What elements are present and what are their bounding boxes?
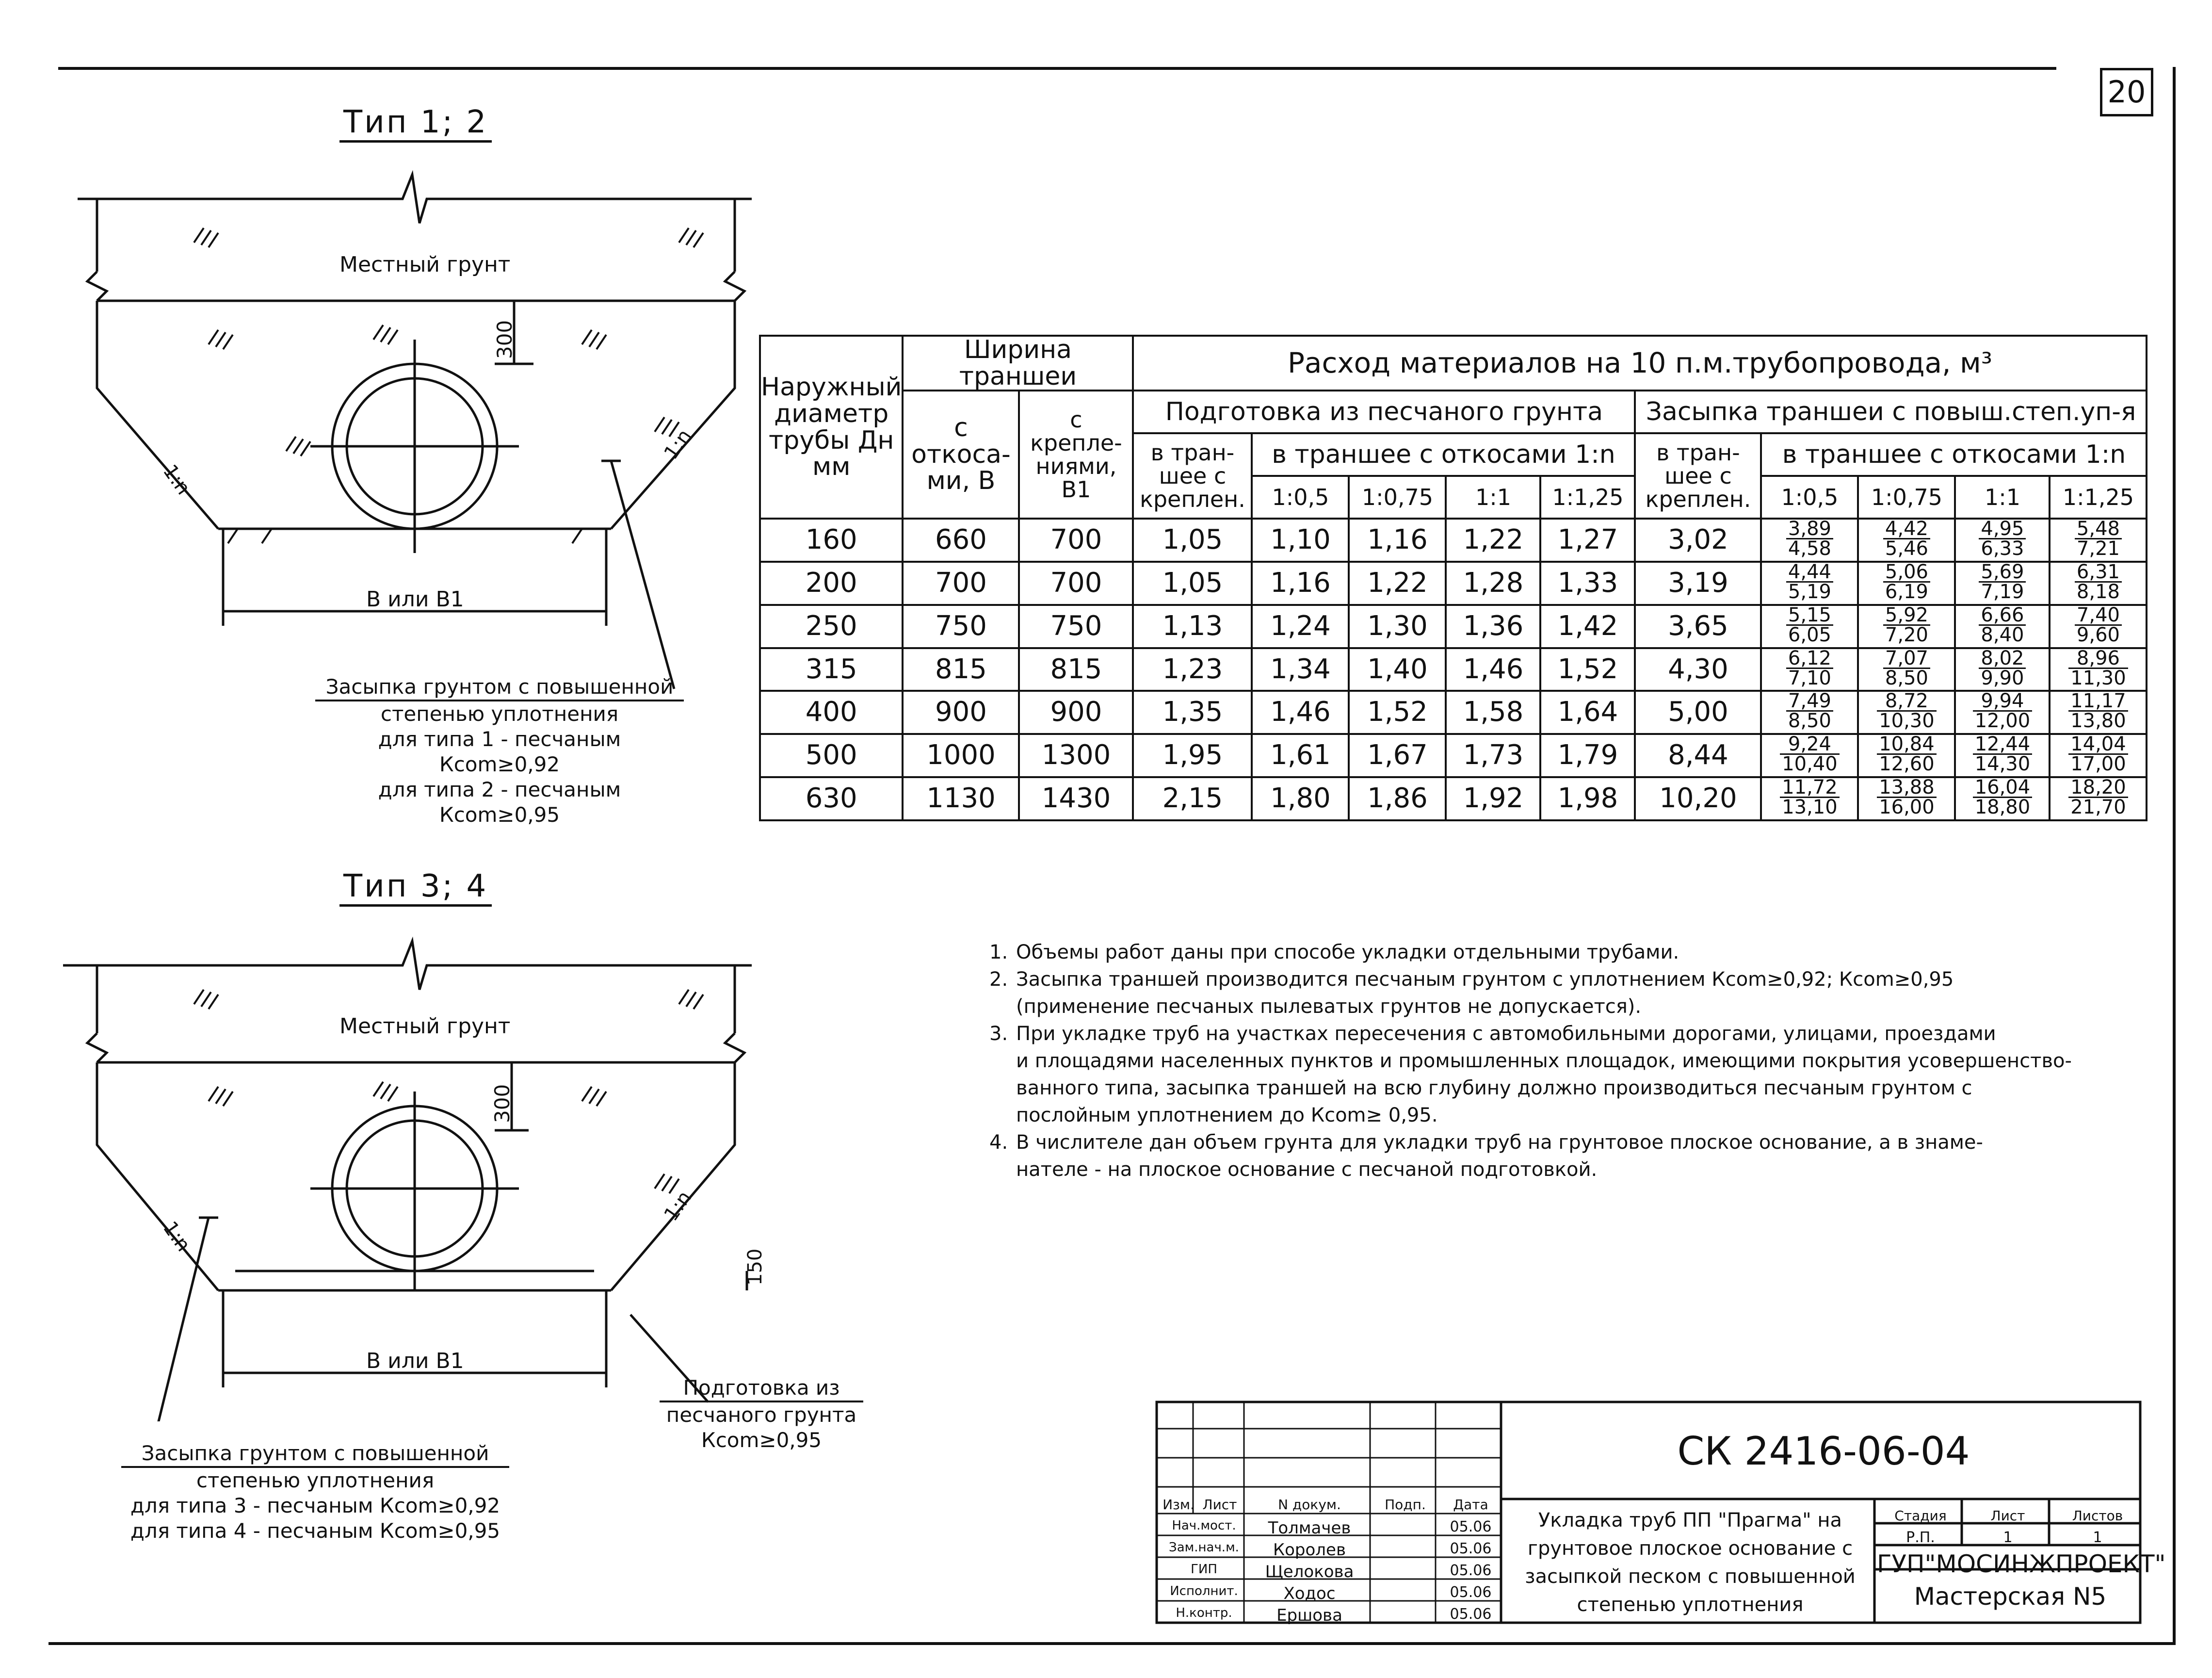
cell-width-slopes: 1000: [903, 734, 1019, 777]
cell-prep: 1,61: [1252, 734, 1349, 777]
notes: [989, 939, 2134, 1183]
slope-label-right-bottom: 1:n: [660, 1187, 696, 1225]
callout-prep-line-1: Подготовка из: [660, 1375, 863, 1402]
tb-code: СК 2416-06-04: [1677, 1429, 1970, 1474]
note-line: послойным уплотнением до Ксom≥ 0,95.: [1016, 1104, 1438, 1126]
tb-date: 05.06: [1450, 1584, 1492, 1601]
fraction-numerator: 3,89: [1786, 520, 1833, 539]
cell-prep: 1,46: [1446, 648, 1540, 691]
cell-prep: 1,95: [1133, 734, 1252, 777]
frame-right-line: [2173, 67, 2176, 1644]
callout-bottom: [121, 1441, 509, 1544]
callout-top-line-3: для типа 1 - песчаным Ксom≥0,92: [378, 727, 621, 776]
slope-col: 1:0,5: [1761, 476, 1858, 519]
cell-diameter: 250: [760, 605, 903, 648]
fraction-denominator: 7,20: [1885, 623, 1928, 646]
fraction-denominator: 9,90: [1981, 667, 2024, 689]
table-row: [760, 777, 2147, 820]
tb-col-date: Дата: [1453, 1497, 1488, 1513]
header-backfill-trench-slopes: в траншее с откосами 1:n: [1761, 433, 2147, 476]
callout-top: [315, 674, 684, 828]
cell-prep: 1,40: [1349, 648, 1446, 691]
tb-name: Щелокова: [1265, 1562, 1354, 1581]
cell-prep: 1,16: [1252, 562, 1349, 605]
fraction-numerator: 5,92: [1883, 606, 1930, 626]
cell-prep: 1,58: [1446, 691, 1540, 734]
width-label: В или В1: [366, 587, 464, 612]
fraction-denominator: 9,60: [2076, 623, 2120, 646]
cell-prep: 1,36: [1446, 605, 1540, 648]
callout-prep-line-3: Ксom≥0,95: [701, 1428, 822, 1452]
tb-col-list: Лист: [1202, 1497, 1237, 1513]
tb-col-izm: Изм.: [1163, 1497, 1195, 1513]
tb-date: 05.06: [1450, 1518, 1492, 1535]
cell-backfill-fraction: [1858, 605, 1955, 648]
dim-300-label: 300: [493, 320, 517, 359]
note-line: При укладке труб на участках пересечения с автомобильными дорогами, улицами, проездами: [1016, 1023, 1996, 1045]
cell-prep: 1,86: [1349, 777, 1446, 820]
header-backfill: Засыпка траншеи с повыш.степ.уп-я: [1635, 391, 2147, 433]
fraction-numerator: 7,49: [1786, 692, 1833, 712]
type-bottom-title: Тип 3; 4: [339, 868, 492, 904]
header-diameter: Наружный диаметр трубы Дн мм: [760, 336, 903, 519]
cell-prep: 1,35: [1133, 691, 1252, 734]
cell-backfill-fraction: [2050, 691, 2147, 734]
cell-prep: 1,23: [1133, 648, 1252, 691]
type-top-title: Тип 1; 2: [339, 104, 492, 140]
cell-width-supports: 1300: [1019, 734, 1133, 777]
cell-width-supports: 700: [1019, 519, 1133, 562]
fraction-denominator: 14,30: [1974, 753, 2031, 776]
fraction-denominator: 8,18: [2076, 580, 2120, 603]
fraction-denominator: 10,40: [1782, 753, 1838, 776]
cell-prep: 1,73: [1446, 734, 1540, 777]
cell-diameter: 160: [760, 519, 903, 562]
fraction-numerator: 9,94: [1973, 692, 2033, 712]
trench-drawing-top: [58, 160, 815, 694]
tb-sheets: 1: [2093, 1529, 2102, 1546]
note-line: ванного типа, засыпка траншей на всю глубину должно производиться песчаным грунтом с: [1016, 1077, 1972, 1099]
cell-prep: 1,80: [1252, 777, 1349, 820]
note-number: 3.: [989, 1023, 1008, 1045]
cell-backfill-fraction: [1955, 777, 2050, 820]
cell-diameter: 630: [760, 777, 903, 820]
fraction-numerator: 5,48: [2075, 520, 2122, 539]
cell-prep: 1,52: [1349, 691, 1446, 734]
note-item: [989, 939, 2134, 966]
callout-bottom-line-1: Засыпка грунтом с повышенной: [121, 1441, 509, 1468]
cell-prep: 1,24: [1252, 605, 1349, 648]
cell-prep: 1,05: [1133, 562, 1252, 605]
fraction-numerator: 6,31: [2075, 563, 2122, 583]
note-line: Объемы работ даны при способе укладки отдельными трубами.: [1016, 941, 1679, 963]
cell-backfill-fraction: [1955, 562, 2050, 605]
fraction-numerator: 10,84: [1877, 735, 1937, 755]
slope-col: 1:1,25: [1540, 476, 1635, 519]
fraction-numerator: 4,95: [1979, 520, 2026, 539]
tb-role: Нач.мост.: [1172, 1518, 1236, 1533]
tb-date: 05.06: [1450, 1606, 1492, 1623]
cell-backfill-fraction: [1858, 648, 1955, 691]
fraction-numerator: 13,88: [1877, 778, 1937, 798]
cell-backfill-fraction: [1955, 605, 2050, 648]
note-number: 1.: [989, 941, 1008, 963]
fraction-numerator: 18,20: [2068, 778, 2128, 798]
cell-width-supports: 700: [1019, 562, 1133, 605]
fraction-denominator: 7,21: [2076, 538, 2120, 560]
fraction-denominator: 13,80: [2070, 710, 2126, 733]
table-row: [760, 734, 2147, 777]
table-row: [760, 605, 2147, 648]
slope-col: 1:1,25: [2050, 476, 2147, 519]
cell-prep: 1,67: [1349, 734, 1446, 777]
fraction-numerator: 4,42: [1883, 520, 1930, 539]
tb-stage-label: Стадия: [1894, 1508, 1947, 1524]
fraction-denominator: 10,30: [1879, 710, 1935, 733]
cell-diameter: 400: [760, 691, 903, 734]
fraction-denominator: 5,19: [1788, 580, 1831, 603]
cell-width-supports: 750: [1019, 605, 1133, 648]
fraction-numerator: 16,04: [1973, 778, 2033, 798]
callout-prep-line-2: песчаного грунта: [666, 1403, 857, 1427]
cell-width-supports: 1430: [1019, 777, 1133, 820]
note-item: [989, 1129, 2134, 1183]
callout-bottom-line-2: степенью уплотнения: [196, 1468, 435, 1492]
slope-label-left-bottom: 1:n: [158, 1217, 195, 1256]
cell-width-slopes: 700: [903, 562, 1019, 605]
tb-name: Толмачев: [1268, 1518, 1351, 1538]
cell-diameter: 315: [760, 648, 903, 691]
local-soil-label-bottom: Местный грунт: [339, 1014, 511, 1039]
table-row: [760, 648, 2147, 691]
fraction-denominator: 8,50: [1885, 667, 1928, 689]
tb-name: Королев: [1273, 1540, 1346, 1560]
fraction-numerator: 6,12: [1786, 649, 1833, 669]
cell-backfill-fraction: [2050, 648, 2147, 691]
header-prep-trench-support: в тран- шее с креплен.: [1133, 433, 1252, 519]
fraction-numerator: 5,06: [1883, 563, 1930, 583]
tb-name: Ходос: [1283, 1584, 1336, 1603]
cell-backfill-fraction: [1761, 734, 1858, 777]
fraction-numerator: 4,44: [1786, 563, 1833, 583]
cell-backfill-fraction: [1761, 562, 1858, 605]
cell-backfill-fraction: [1955, 519, 2050, 562]
cell-backfill-fraction: [1761, 519, 1858, 562]
cell-backfill-support: 3,19: [1635, 562, 1761, 605]
fraction-denominator: 21,70: [2070, 796, 2126, 818]
fraction-denominator: 4,58: [1788, 538, 1831, 560]
tb-sheets-label: Листов: [2072, 1508, 2123, 1524]
cell-backfill-fraction: [2050, 562, 2147, 605]
tb-col-doc: N докум.: [1278, 1497, 1341, 1513]
cell-backfill-support: 10,20: [1635, 777, 1761, 820]
table-row: [760, 519, 2147, 562]
cell-backfill-fraction: [1955, 734, 2050, 777]
cell-prep: 1,98: [1540, 777, 1635, 820]
cell-backfill-fraction: [2050, 734, 2147, 777]
fraction-numerator: 8,02: [1979, 649, 2026, 669]
cell-backfill-fraction: [2050, 777, 2147, 820]
fraction-denominator: 8,50: [1788, 710, 1831, 733]
cell-prep: 1,46: [1252, 691, 1349, 734]
fraction-numerator: 6,66: [1979, 606, 2026, 626]
slope-col: 1:0,5: [1252, 476, 1349, 519]
cell-prep: 1,28: [1446, 562, 1540, 605]
fraction-denominator: 7,10: [1788, 667, 1831, 689]
fraction-numerator: 11,72: [1780, 778, 1840, 798]
cell-prep: 1,34: [1252, 648, 1349, 691]
cell-backfill-fraction: [1761, 648, 1858, 691]
fraction-numerator: 7,07: [1883, 649, 1930, 669]
fraction-denominator: 16,00: [1879, 796, 1935, 818]
note-item: [989, 1020, 2134, 1129]
fraction-denominator: 6,05: [1788, 623, 1831, 646]
width-label-bottom: В или В1: [366, 1349, 464, 1373]
fraction-numerator: 11,17: [2068, 692, 2128, 712]
note-line: Засыпка траншей производится песчаным грунтом с уплотнением Ксom≥0,92; Ксom≥0,95: [1016, 968, 1954, 991]
cell-backfill-support: 5,00: [1635, 691, 1761, 734]
fraction-numerator: 7,40: [2075, 606, 2122, 626]
fraction-denominator: 11,30: [2070, 667, 2126, 689]
slope-label-left: 1:n: [158, 460, 195, 499]
cell-diameter: 500: [760, 734, 903, 777]
note-line: (применение песчаных пылеватых грунтов не допускается).: [1016, 995, 1642, 1018]
tb-workshop: Мастерская N5: [1914, 1582, 2107, 1611]
cell-width-supports: 900: [1019, 691, 1133, 734]
tb-description: Укладка труб ПП "Прагма" на грунтовое плоское основание с засыпкой песком с повышенной степенью уплотнения: [1525, 1509, 1856, 1616]
fraction-denominator: 8,40: [1981, 623, 2024, 646]
cell-backfill-fraction: [1955, 691, 2050, 734]
dim-150-label: 150: [744, 1248, 766, 1286]
tb-stage: Р.П.: [1906, 1529, 1935, 1546]
cell-prep: 1,64: [1540, 691, 1635, 734]
callout-prep: [660, 1375, 863, 1453]
tb-sheet: 1: [2003, 1529, 2013, 1546]
cell-backfill-fraction: [1858, 777, 1955, 820]
cell-prep: 1,42: [1540, 605, 1635, 648]
cell-backfill-support: 3,02: [1635, 519, 1761, 562]
note-number: 2.: [989, 968, 1008, 991]
local-soil-label: Местный грунт: [339, 252, 511, 277]
fraction-denominator: 12,00: [1974, 710, 2031, 733]
cell-backfill-fraction: [1955, 648, 2050, 691]
fraction-denominator: 6,19: [1885, 580, 1928, 603]
fraction-numerator: 9,24: [1780, 735, 1840, 755]
slope-col: 1:0,75: [1349, 476, 1446, 519]
cell-backfill-support: 8,44: [1635, 734, 1761, 777]
cell-backfill-support: 4,30: [1635, 648, 1761, 691]
fraction-denominator: 18,80: [1974, 796, 2031, 818]
cell-prep: 1,79: [1540, 734, 1635, 777]
callout-top-line-2: степенью уплотнения: [380, 702, 619, 726]
slope-col: 1:1: [1955, 476, 2050, 519]
cell-prep: 1,33: [1540, 562, 1635, 605]
slope-col: 1:0,75: [1858, 476, 1955, 519]
cell-width-slopes: 900: [903, 691, 1019, 734]
fraction-numerator: 12,44: [1973, 735, 2033, 755]
frame-bottom-line: [48, 1642, 2176, 1645]
cell-prep: 1,92: [1446, 777, 1540, 820]
cell-prep: 1,16: [1349, 519, 1446, 562]
header-with-slopes: с откоса- ми, В: [903, 391, 1019, 519]
cell-backfill-fraction: [1761, 605, 1858, 648]
tb-date: 05.06: [1450, 1562, 1492, 1579]
callout-bottom-line-4: для типа 4 - песчаным Ксom≥0,95: [130, 1519, 501, 1543]
fraction-numerator: 5,69: [1979, 563, 2026, 583]
tb-col-sign: Подп.: [1385, 1497, 1426, 1513]
cell-backfill-fraction: [1858, 691, 1955, 734]
cell-prep: 1,22: [1349, 562, 1446, 605]
header-backfill-trench-support: в тран- шее с креплен.: [1635, 433, 1761, 519]
title-block: [1157, 1402, 2166, 1625]
callout-bottom-line-3: для типа 3 - песчаным Ксom≥0,92: [130, 1494, 501, 1517]
fraction-numerator: 14,04: [2068, 735, 2128, 755]
tb-role: Исполнит.: [1170, 1584, 1238, 1598]
table-row: [760, 562, 2147, 605]
sheet-number: 20: [2100, 68, 2153, 116]
slope-col: 1:1: [1446, 476, 1540, 519]
fraction-numerator: 5,15: [1786, 606, 1833, 626]
callout-top-line-1: Засыпка грунтом с повышенной: [315, 674, 684, 701]
note-item: [989, 966, 2134, 1020]
cell-prep: 1,30: [1349, 605, 1446, 648]
note-line: нателе - на плоское основание с песчаной подготовкой.: [1016, 1158, 1598, 1181]
cell-prep: 1,13: [1133, 605, 1252, 648]
cell-backfill-fraction: [1858, 562, 1955, 605]
table-row: [760, 691, 2147, 734]
cell-prep: 1,05: [1133, 519, 1252, 562]
frame-top-line: [58, 67, 2056, 70]
dim-300-label-bottom: 300: [490, 1084, 514, 1123]
tb-sheet-label: Лист: [1990, 1508, 2025, 1524]
fraction-numerator: 8,96: [2068, 649, 2128, 669]
cell-backfill-fraction: [2050, 605, 2147, 648]
cell-width-slopes: 660: [903, 519, 1019, 562]
cell-prep: 2,15: [1133, 777, 1252, 820]
tb-org: ГУП"МОСИНЖПРОЕКТ": [1877, 1550, 2166, 1578]
trench-drawing-bottom: [58, 936, 834, 1421]
cell-width-slopes: 1130: [903, 777, 1019, 820]
note-line: и площадями населенных пунктов и промышленных площадок, имеющими покрытия усовершенство-: [1016, 1050, 2072, 1072]
tb-date: 05.06: [1450, 1540, 1492, 1557]
cell-prep: 1,22: [1446, 519, 1540, 562]
tb-role: Н.контр.: [1176, 1606, 1232, 1620]
cell-prep: 1,52: [1540, 648, 1635, 691]
cell-width-supports: 815: [1019, 648, 1133, 691]
header-trench-width: Ширина траншеи: [903, 336, 1133, 391]
tb-role: ГИП: [1191, 1562, 1217, 1577]
header-prep-trench-slopes: в траншее с откосами 1:n: [1252, 433, 1635, 476]
callout-top-line-4: для типа 2 - песчаным Ксom≥0,95: [378, 778, 621, 827]
cell-prep: 1,27: [1540, 519, 1635, 562]
materials-table: [759, 335, 2147, 821]
fraction-denominator: 7,19: [1981, 580, 2024, 603]
cell-backfill-support: 3,65: [1635, 605, 1761, 648]
header-sand-preparation: Подготовка из песчаного грунта: [1133, 391, 1635, 433]
cell-backfill-fraction: [2050, 519, 2147, 562]
cell-backfill-fraction: [1761, 691, 1858, 734]
cell-backfill-fraction: [1858, 519, 1955, 562]
header-consumption: Расход материалов на 10 п.м.трубопровода, м³: [1133, 336, 2147, 391]
fraction-denominator: 12,60: [1879, 753, 1935, 776]
header-with-supports: с крепле- ниями, В1: [1019, 391, 1133, 519]
cell-width-slopes: 815: [903, 648, 1019, 691]
fraction-denominator: 17,00: [2070, 753, 2126, 776]
tb-role: Зам.нач.м.: [1169, 1540, 1239, 1555]
tb-name: Ершова: [1276, 1606, 1342, 1625]
note-line: В числителе дан объем грунта для укладки труб на грунтовое плоское основание, а в знаме-: [1016, 1131, 1983, 1154]
fraction-denominator: 6,33: [1981, 538, 2024, 560]
cell-width-slopes: 750: [903, 605, 1019, 648]
slope-label-right: 1:n: [660, 425, 696, 464]
fraction-numerator: 8,72: [1877, 692, 1937, 712]
fraction-denominator: 5,46: [1885, 538, 1928, 560]
cell-backfill-fraction: [1858, 734, 1955, 777]
cell-diameter: 200: [760, 562, 903, 605]
fraction-denominator: 13,10: [1782, 796, 1838, 818]
note-number: 4.: [989, 1131, 1008, 1154]
cell-backfill-fraction: [1761, 777, 1858, 820]
cell-prep: 1,10: [1252, 519, 1349, 562]
